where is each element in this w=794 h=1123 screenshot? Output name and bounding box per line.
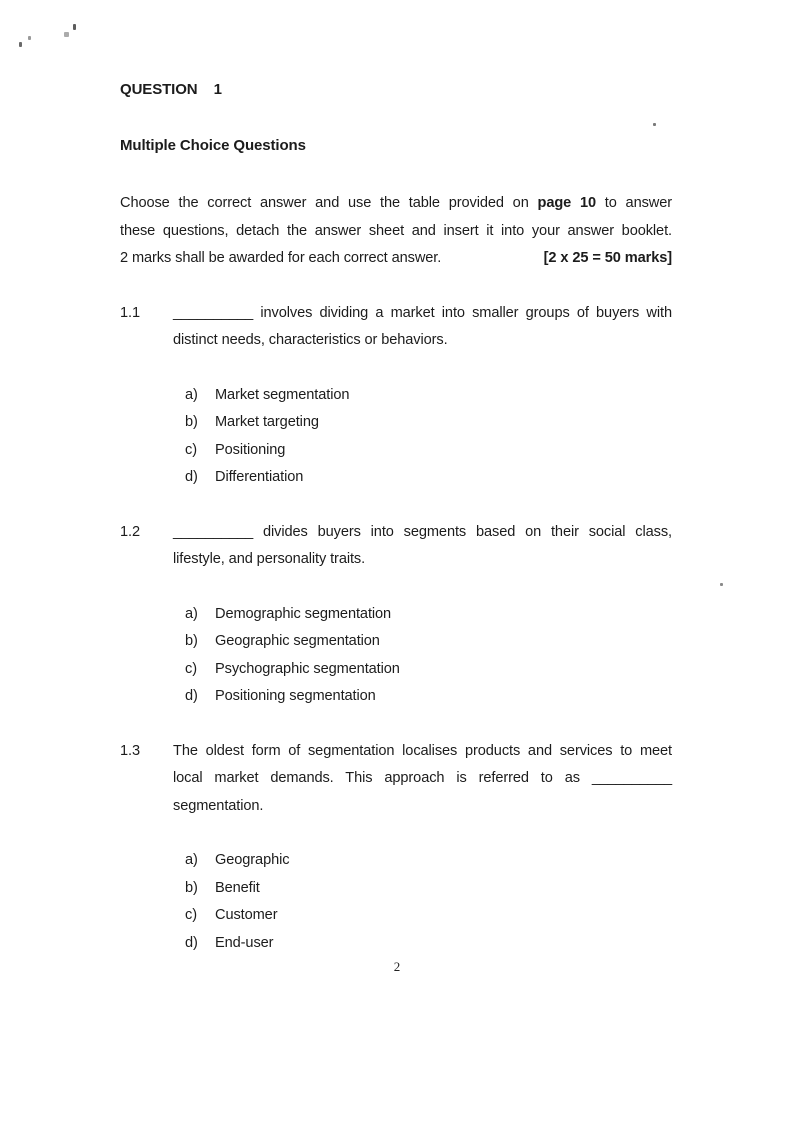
question-number: 1.3 bbox=[120, 742, 140, 759]
option-text: Positioning segmentation bbox=[215, 688, 376, 704]
page-number: 2 bbox=[393, 959, 401, 974]
option-letter: d) bbox=[185, 688, 198, 704]
option-text: Customer bbox=[215, 907, 278, 923]
option-text: Psychographic segmentation bbox=[215, 660, 400, 677]
option-row bbox=[185, 656, 672, 684]
question-stem bbox=[173, 519, 672, 574]
options-list bbox=[185, 382, 672, 492]
page-content bbox=[120, 80, 672, 957]
option-text: Geographic bbox=[215, 852, 290, 868]
option-text: Market targeting bbox=[215, 414, 319, 430]
question-heading: QUESTION 1 bbox=[120, 81, 222, 98]
question-stem-line: lifestyle, and personality traits. bbox=[173, 551, 366, 567]
instructions-text: to answer bbox=[604, 195, 672, 211]
question-stem-line: local market demands. This approach is referred to as __________ bbox=[173, 770, 672, 786]
question-stem-line: __________ divides buyers into segments based on their social class, bbox=[173, 523, 672, 540]
option-row bbox=[185, 409, 672, 437]
option-letter: a) bbox=[185, 386, 198, 403]
option-text: Benefit bbox=[215, 879, 260, 896]
option-text: Geographic segmentation bbox=[215, 633, 380, 649]
option-text: Positioning bbox=[215, 441, 286, 458]
page-reference: page 10 bbox=[537, 195, 596, 211]
instructions-line-3 bbox=[120, 245, 672, 273]
option-letter: d) bbox=[185, 469, 198, 485]
question-1-1 bbox=[120, 300, 672, 492]
scan-artifact bbox=[28, 36, 31, 40]
marks-allocation: [2 x 25 = 50 marks] bbox=[543, 250, 672, 266]
instructions-line-2: these questions, detach the answer sheet and insert it into your answer booklet. bbox=[120, 222, 672, 239]
instructions-text: Choose the correct answer and use the table provided on bbox=[120, 195, 529, 211]
instructions-text: 2 marks shall be awarded for each correct answer. bbox=[120, 250, 442, 266]
question-stem bbox=[173, 300, 672, 355]
option-row bbox=[185, 382, 672, 410]
options-list bbox=[185, 847, 672, 957]
option-row bbox=[185, 847, 672, 875]
option-text: Market segmentation bbox=[215, 386, 350, 403]
question-stem-line: distinct needs, characteristics or behaviors. bbox=[173, 332, 448, 348]
question-stem-line: The oldest form of segmentation localises products and services to meet bbox=[173, 742, 672, 759]
question-number: 1.1 bbox=[120, 304, 140, 321]
option-letter: b) bbox=[185, 633, 198, 649]
scan-artifact bbox=[19, 42, 22, 47]
option-row bbox=[185, 601, 672, 629]
option-row bbox=[185, 930, 672, 958]
option-letter: c) bbox=[185, 660, 197, 677]
option-row bbox=[185, 437, 672, 465]
option-text: Demographic segmentation bbox=[215, 605, 392, 622]
question-stem-row bbox=[120, 300, 672, 355]
option-row bbox=[185, 683, 672, 711]
option-letter: c) bbox=[185, 907, 197, 923]
question-1-2 bbox=[120, 519, 672, 711]
option-letter: b) bbox=[185, 414, 198, 430]
option-letter: a) bbox=[185, 852, 198, 868]
question-1-3 bbox=[120, 738, 672, 958]
question-stem-line: __________ involves dividing a market into smaller groups of buyers with bbox=[173, 304, 672, 321]
scan-artifact bbox=[720, 583, 723, 586]
option-text: End-user bbox=[215, 934, 274, 951]
scan-artifact bbox=[73, 24, 76, 30]
option-text: Differentiation bbox=[215, 469, 304, 485]
option-letter: c) bbox=[185, 441, 197, 458]
option-row bbox=[185, 628, 672, 656]
instructions-line-1 bbox=[120, 190, 672, 218]
question-stem-line: segmentation. bbox=[173, 797, 264, 814]
question-stem-row bbox=[120, 519, 672, 574]
option-row bbox=[185, 902, 672, 930]
question-stem bbox=[173, 738, 672, 821]
option-letter: a) bbox=[185, 605, 198, 622]
option-letter: d) bbox=[185, 934, 198, 951]
scan-artifact bbox=[64, 32, 69, 37]
option-row bbox=[185, 875, 672, 903]
question-number: 1.2 bbox=[120, 523, 140, 540]
option-row bbox=[185, 464, 672, 492]
question-stem-row bbox=[120, 738, 672, 821]
section-subheading: Multiple Choice Questions bbox=[120, 137, 306, 154]
instructions-paragraph bbox=[120, 190, 672, 273]
option-letter: b) bbox=[185, 879, 198, 896]
options-list bbox=[185, 601, 672, 711]
